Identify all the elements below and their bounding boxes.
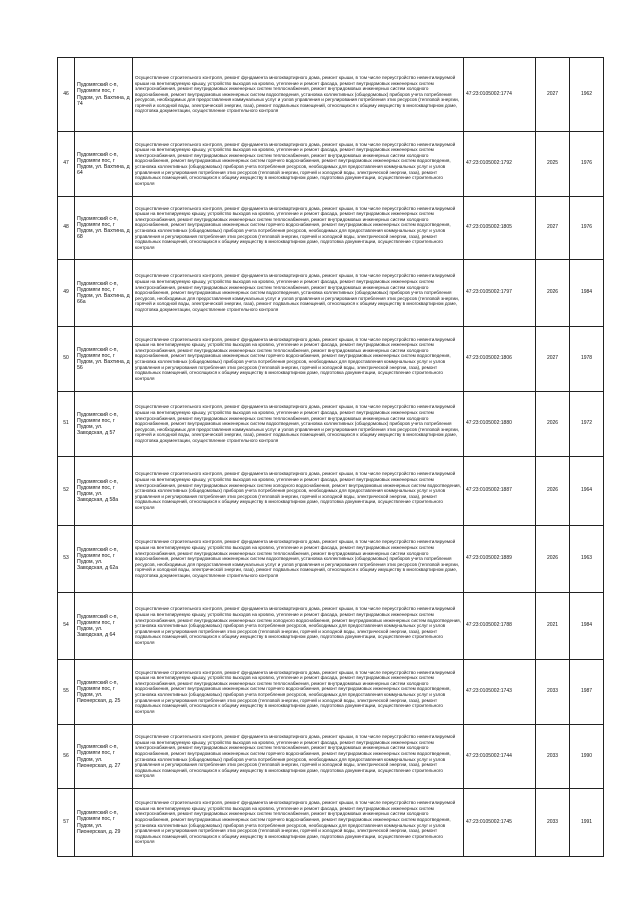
construction-year: 1987 <box>570 660 604 725</box>
row-number: 51 <box>58 392 75 457</box>
cadastral-number: 47:23:0105002:1797 <box>464 260 536 327</box>
house-address: Пудомягский с-п, Пудомяги пос, г Пудом, ул. Заводская, д 62а <box>75 526 133 593</box>
table-row <box>58 526 604 593</box>
table-row <box>58 197 604 260</box>
cadastral-number: 47:23:0105002:1806 <box>464 327 536 392</box>
work-description: Осуществление строительного контроля, ремонт фундамента многоквартирного дома, ремонт крыши, в том числе переустройство невентилируемой крыши на вентилируемую крышу, устройство выходов на кровлю, утепление и ремонт фасада, ремонт внутридомовых инженерных систем электроснабжения, ремонт внутридомовых инженерных систем холодного водоснабжения, ремонт внутридомовых инженерных систем водоотведения, установка коллективных (общедомовых) приборов учета потребления ресурсов, необходимых для предоставления коммунальных услуг и узлов управления и регулирования потребления этих ресурсов (тепловой энергии, горячей и холодной воды, электрической энергии, газа), ремонт подвальных помещений, относящихся к общему имуществу в многоквартирном доме, подготовка документации, осуществление строительного контроля <box>133 457 464 526</box>
work-description: Осуществление строительного контроля, ремонт фундамента многоквартирного дома, ремонт крыши, в том числе переустройство невентилируемой крыши на вентилируемую крышу, устройство выходов на кровлю, утепление и ремонт фасада, ремонт внутридомовых инженерных систем электроснабжения, ремонт внутридомовых инженерных систем теплоснабжения, ремонт внутридомовых инженерных систем холодного водоснабжения, ремонт внутридомовых инженерных систем горячего водоснабжения, ремонт внутридомовых инженерных систем водоотведения, установка коллективных (общедомовых) приборов учета потребления ресурсов, необходимых для предоставления коммунальных услуг и узлов управления и регулирования потребления этих ресурсов (тепловой энергии, горячей и холодной воды, электрической энергии, газа), ремонт подвальных помещений, относящихся к общему имуществу в многоквартирном доме, подготовка документации, осуществление строительного контроля <box>133 197 464 260</box>
work-description: Осуществление строительного контроля, ремонт фундамента многоквартирного дома, ремонт крыши, в том числе переустройство невентилируемой крыши на вентилируемую крышу, устройство выходов на кровлю, утепление и ремонт фасада, ремонт внутридомовых инженерных систем электроснабжения, ремонт внутридомовых инженерных систем теплоснабжения, ремонт внутридомовых инженерных систем холодного водоснабжения, ремонт внутридомовых инженерных систем горячего водоснабжения, ремонт внутридомовых инженерных систем водоотведения, установка коллективных (общедомовых) приборов учета потребления ресурсов, необходимых для предоставления коммунальных услуг и узлов управления и регулирования потребления этих ресурсов (тепловой энергии, горячей и холодной воды, электрической энергии, газа), ремонт подвальных помещений, относящихся к общему имуществу в многоквартирном доме, подготовка документации, осуществление строительного контроля <box>133 660 464 725</box>
repair-year: 2033 <box>536 660 570 725</box>
table-row <box>58 593 604 660</box>
table-row <box>58 392 604 457</box>
cadastral-number: 47:23:0105002:1880 <box>464 392 536 457</box>
work-description: Осуществление строительного контроля, ремонт фундамента многоквартирного дома, ремонт крыши, в том числе переустройство невентилируемой крыши на вентилируемую крышу, устройство выходов на кровлю, утепление и ремонт фасада, ремонт внутридомовых инженерных систем электроснабжения, ремонт внутридомовых инженерных систем теплоснабжения, ремонт внутридомовых инженерных систем холодного водоснабжения, ремонт внутридомовых инженерных систем водоотведения, установка коллективных (общедомовых) приборов учета потребления ресурсов, необходимых для предоставления коммунальных услуг и узлов управления и регулирования потребления этих ресурсов (тепловой энергии, горячей и холодной воды, электрической энергии, газа), ремонт подвальных помещений, относящихся к общему имуществу в многоквартирном доме, подготовка документации, осуществление строительного контроля <box>133 58 464 132</box>
construction-year: 1978 <box>570 327 604 392</box>
row-number: 50 <box>58 327 75 392</box>
construction-year: 1976 <box>570 132 604 197</box>
construction-year: 1990 <box>570 725 604 789</box>
construction-year: 1984 <box>570 593 604 660</box>
row-number: 53 <box>58 526 75 593</box>
construction-year: 1972 <box>570 392 604 457</box>
row-number: 48 <box>58 197 75 260</box>
row-number: 46 <box>58 58 75 132</box>
house-address: Пудомягский с-п, Пудомяги пос, г Пудом, ул. Вахтина, д 74 <box>75 58 133 132</box>
table-row <box>58 725 604 789</box>
repair-year: 2033 <box>536 725 570 789</box>
work-description: Осуществление строительного контроля, ремонт фундамента многоквартирного дома, ремонт крыши, в том числе переустройство невентилируемой крыши на вентилируемую крышу, устройство выходов на кровлю, утепление и ремонт фасада, ремонт внутридомовых инженерных систем электроснабжения, ремонт внутридомовых инженерных систем теплоснабжения, ремонт внутридомовых инженерных систем холодного водоснабжения, ремонт внутридомовых инженерных систем водоотведения, установка коллективных (общедомовых) приборов учета потребления ресурсов, необходимых для предоставления коммунальных услуг и узлов управления и регулирования потребления этих ресурсов (тепловой энергии, горячей и холодной воды, электрической энергии, газа), ремонт подвальных помещений, относящихся к общему имуществу в многоквартирном доме, подготовка документации, осуществление строительного контроля <box>133 526 464 593</box>
house-address: Пудомягский с-п, Пудомяги пос, г Пудом, ул. Вахтина, д 66а <box>75 260 133 327</box>
capital-repair-table <box>57 57 604 857</box>
repair-year: 2025 <box>536 132 570 197</box>
work-description: Осуществление строительного контроля, ремонт фундамента многоквартирного дома, ремонт крыши, в том числе переустройство невентилируемой крыши на вентилируемую крышу, устройство выходов на кровлю, утепление и ремонт фасада, ремонт внутридомовых инженерных систем электроснабжения, ремонт внутридомовых инженерных систем теплоснабжения, ремонт внутридомовых инженерных систем холодного водоснабжения, ремонт внутридомовых инженерных систем водоотведения, установка коллективных (общедомовых) приборов учета потребления ресурсов, необходимых для предоставления коммунальных услуг и узлов управления и регулирования потребления этих ресурсов (тепловой энергии, горячей и холодной воды, электрической энергии, газа), ремонт подвальных помещений, относящихся к общему имуществу в многоквартирном доме, подготовка документации, осуществление строительного контроля <box>133 260 464 327</box>
house-address: Пудомягский с-п, Пудомяги пос, г Пудом, ул. Пионерская, д. 27 <box>75 725 133 789</box>
construction-year: 1991 <box>570 789 604 857</box>
work-description: Осуществление строительного контроля, ремонт фундамента многоквартирного дома, ремонт крыши, в том числе переустройство невентилируемой крыши на вентилируемую крышу, устройство выходов на кровлю, утепление и ремонт фасада, ремонт внутридомовых инженерных систем электроснабжения, ремонт внутридомовых инженерных систем теплоснабжения, ремонт внутридомовых инженерных систем холодного водоснабжения, ремонт внутридомовых инженерных систем горячего водоснабжения, ремонт внутридомовых инженерных систем водоотведения, установка коллективных (общедомовых) приборов учета потребления ресурсов, необходимых для предоставления коммунальных услуг и узлов управления и регулирования потребления этих ресурсов (тепловой энергии, горячей и холодной воды, электрической энергии, газа), ремонт подвальных помещений, относящихся к общему имуществу в многоквартирном доме, подготовка документации, осуществление строительного контроля <box>133 789 464 857</box>
table-row <box>58 457 604 526</box>
cadastral-number: 47:23:0105002:1744 <box>464 725 536 789</box>
repair-year: 2026 <box>536 457 570 526</box>
cadastral-number: 47:23:0105002:1805 <box>464 197 536 260</box>
construction-year: 1962 <box>570 58 604 132</box>
repair-year: 2027 <box>536 197 570 260</box>
table-row <box>58 789 604 857</box>
table-row <box>58 660 604 725</box>
table-row <box>58 58 604 132</box>
table-row <box>58 260 604 327</box>
row-number: 56 <box>58 725 75 789</box>
construction-year: 1963 <box>570 526 604 593</box>
house-address: Пудомягский с-п, Пудомяги пос, г Пудом, ул. Вахтина, д 64 <box>75 132 133 197</box>
work-description: Осуществление строительного контроля, ремонт фундамента многоквартирного дома, ремонт крыши, в том числе переустройство невентилируемой крыши на вентилируемую крышу, устройство выходов на кровлю, утепление и ремонт фасада, ремонт внутридомовых инженерных систем электроснабжения, ремонт внутридомовых инженерных систем теплоснабжения, ремонт внутридомовых инженерных систем холодного водоснабжения, ремонт внутридомовых инженерных систем горячего водоснабжения, ремонт внутридомовых инженерных систем водоотведения, установка коллективных (общедомовых) приборов учета потребления ресурсов, необходимых для предоставления коммунальных услуг и узлов управления и регулирования потребления этих ресурсов (тепловой энергии, горячей и холодной воды, электрической энергии, газа), ремонт подвальных помещений, относящихся к общему имуществу в многоквартирном доме, подготовка документации, осуществление строительного контроля <box>133 725 464 789</box>
house-address: Пудомягский с-п, Пудомяги пос, г Пудом, ул. Заводская, д 57 <box>75 392 133 457</box>
work-description: Осуществление строительного контроля, ремонт фундамента многоквартирного дома, ремонт крыши, в том числе переустройство невентилируемой крыши на вентилируемую крышу, устройство выходов на кровлю, утепление и ремонт фасада, ремонт внутридомовых инженерных систем электроснабжения, ремонт внутридомовых инженерных систем холодного водоснабжения, ремонт внутридомовых инженерных систем водоотведения, установка коллективных (общедомовых) приборов учета потребления ресурсов, необходимых для предоставления коммунальных услуг и узлов управления и регулирования потребления этих ресурсов (тепловой энергии, горячей и холодной воды, электрической энергии, газа), ремонт подвальных помещений, относящихся к общему имуществу в многоквартирном доме, подготовка документации, осуществление строительного контроля <box>133 593 464 660</box>
construction-year: 1964 <box>570 457 604 526</box>
repair-year: 2027 <box>536 327 570 392</box>
work-description: Осуществление строительного контроля, ремонт фундамента многоквартирного дома, ремонт крыши, в том числе переустройство невентилируемой крыши на вентилируемую крышу, устройство выходов на кровлю, утепление и ремонт фасада, ремонт внутридомовых инженерных систем электроснабжения, ремонт внутридомовых инженерных систем теплоснабжения, ремонт внутридомовых инженерных систем холодного водоснабжения, ремонт внутридомовых инженерных систем горячего водоснабжения, ремонт внутридомовых инженерных систем водоотведения, установка коллективных (общедомовых) приборов учета потребления ресурсов, необходимых для предоставления коммунальных услуг и узлов управления и регулирования потребления этих ресурсов (тепловой энергии, горячей и холодной воды, электрической энергии, газа), ремонт подвальных помещений, относящихся к общему имуществу в многоквартирном доме, подготовка документации, осуществление строительного контроля <box>133 327 464 392</box>
cadastral-number: 47:23:0105002:1887 <box>464 457 536 526</box>
house-address: Пудомягский с-п, Пудомяги пос, г Пудом, ул. Заводская, д 64 <box>75 593 133 660</box>
table-row <box>58 327 604 392</box>
repair-year: 2026 <box>536 526 570 593</box>
construction-year: 1976 <box>570 197 604 260</box>
construction-year: 1984 <box>570 260 604 327</box>
repair-year: 2027 <box>536 58 570 132</box>
house-address: Пудомягский с-п, Пудомяги пос, г Пудом, ул. Вахтина, д 56 <box>75 327 133 392</box>
cadastral-number: 47:23:0105002:1889 <box>464 526 536 593</box>
table-body <box>58 58 604 857</box>
repair-year: 2033 <box>536 789 570 857</box>
house-address: Пудомягский с-п, Пудомяги пос, г Пудом, ул. Пионерская, д. 25 <box>75 660 133 725</box>
row-number: 55 <box>58 660 75 725</box>
cadastral-number: 47:23:0105002:1743 <box>464 660 536 725</box>
row-number: 47 <box>58 132 75 197</box>
work-description: Осуществление строительного контроля, ремонт фундамента многоквартирного дома, ремонт крыши, в том числе переустройство невентилируемой крыши на вентилируемую крышу, устройство выходов на кровлю, утепление и ремонт фасада, ремонт внутридомовых инженерных систем электроснабжения, ремонт внутридомовых инженерных систем теплоснабжения, ремонт внутридомовых инженерных систем холодного водоснабжения, ремонт внутридомовых инженерных систем горячего водоснабжения, ремонт внутридомовых инженерных систем водоотведения, установка коллективных (общедомовых) приборов учета потребления ресурсов, необходимых для предоставления коммунальных услуг и узлов управления и регулирования потребления этих ресурсов (тепловой энергии, горячей и холодной воды, электрической энергии, газа), ремонт подвальных помещений, относящихся к общему имуществу в многоквартирном доме, подготовка документации, осуществление строительного контроля <box>133 132 464 197</box>
cadastral-number: 47:23:0105002:1792 <box>464 132 536 197</box>
row-number: 57 <box>58 789 75 857</box>
cadastral-number: 47:23:0105002:1745 <box>464 789 536 857</box>
table-row <box>58 132 604 197</box>
repair-year: 2026 <box>536 260 570 327</box>
house-address: Пудомягский с-п, Пудомяги пос, г Пудом, ул. Заводская, д 58а <box>75 457 133 526</box>
repair-year: 2021 <box>536 593 570 660</box>
row-number: 54 <box>58 593 75 660</box>
cadastral-number: 47:23:0105002:1788 <box>464 593 536 660</box>
cadastral-number: 47:23:0105002:1774 <box>464 58 536 132</box>
work-description: Осуществление строительного контроля, ремонт фундамента многоквартирного дома, ремонт крыши, в том числе переустройство невентилируемой крыши на вентилируемую крышу, устройство выходов на кровлю, утепление и ремонт фасада, ремонт внутридомовых инженерных систем электроснабжения, ремонт внутридомовых инженерных систем теплоснабжения, ремонт внутридомовых инженерных систем холодного водоснабжения, ремонт внутридомовых инженерных систем водоотведения, установка коллективных (общедомовых) приборов учета потребления ресурсов, необходимых для предоставления коммунальных услуг и узлов управления и регулирования потребления этих ресурсов (тепловой энергии, горячей и холодной воды, электрической энергии, газа), ремонт подвальных помещений, относящихся к общему имуществу в многоквартирном доме, подготовка документации, осуществление строительного контроля <box>133 392 464 457</box>
row-number: 49 <box>58 260 75 327</box>
repair-year: 2026 <box>536 392 570 457</box>
house-address: Пудомягский с-п, Пудомяги пос, г Пудом, ул. Пионерская, д. 29 <box>75 789 133 857</box>
row-number: 52 <box>58 457 75 526</box>
house-address: Пудомягский с-п, Пудомяги пос, г Пудом, ул. Вахтина, д 68 <box>75 197 133 260</box>
